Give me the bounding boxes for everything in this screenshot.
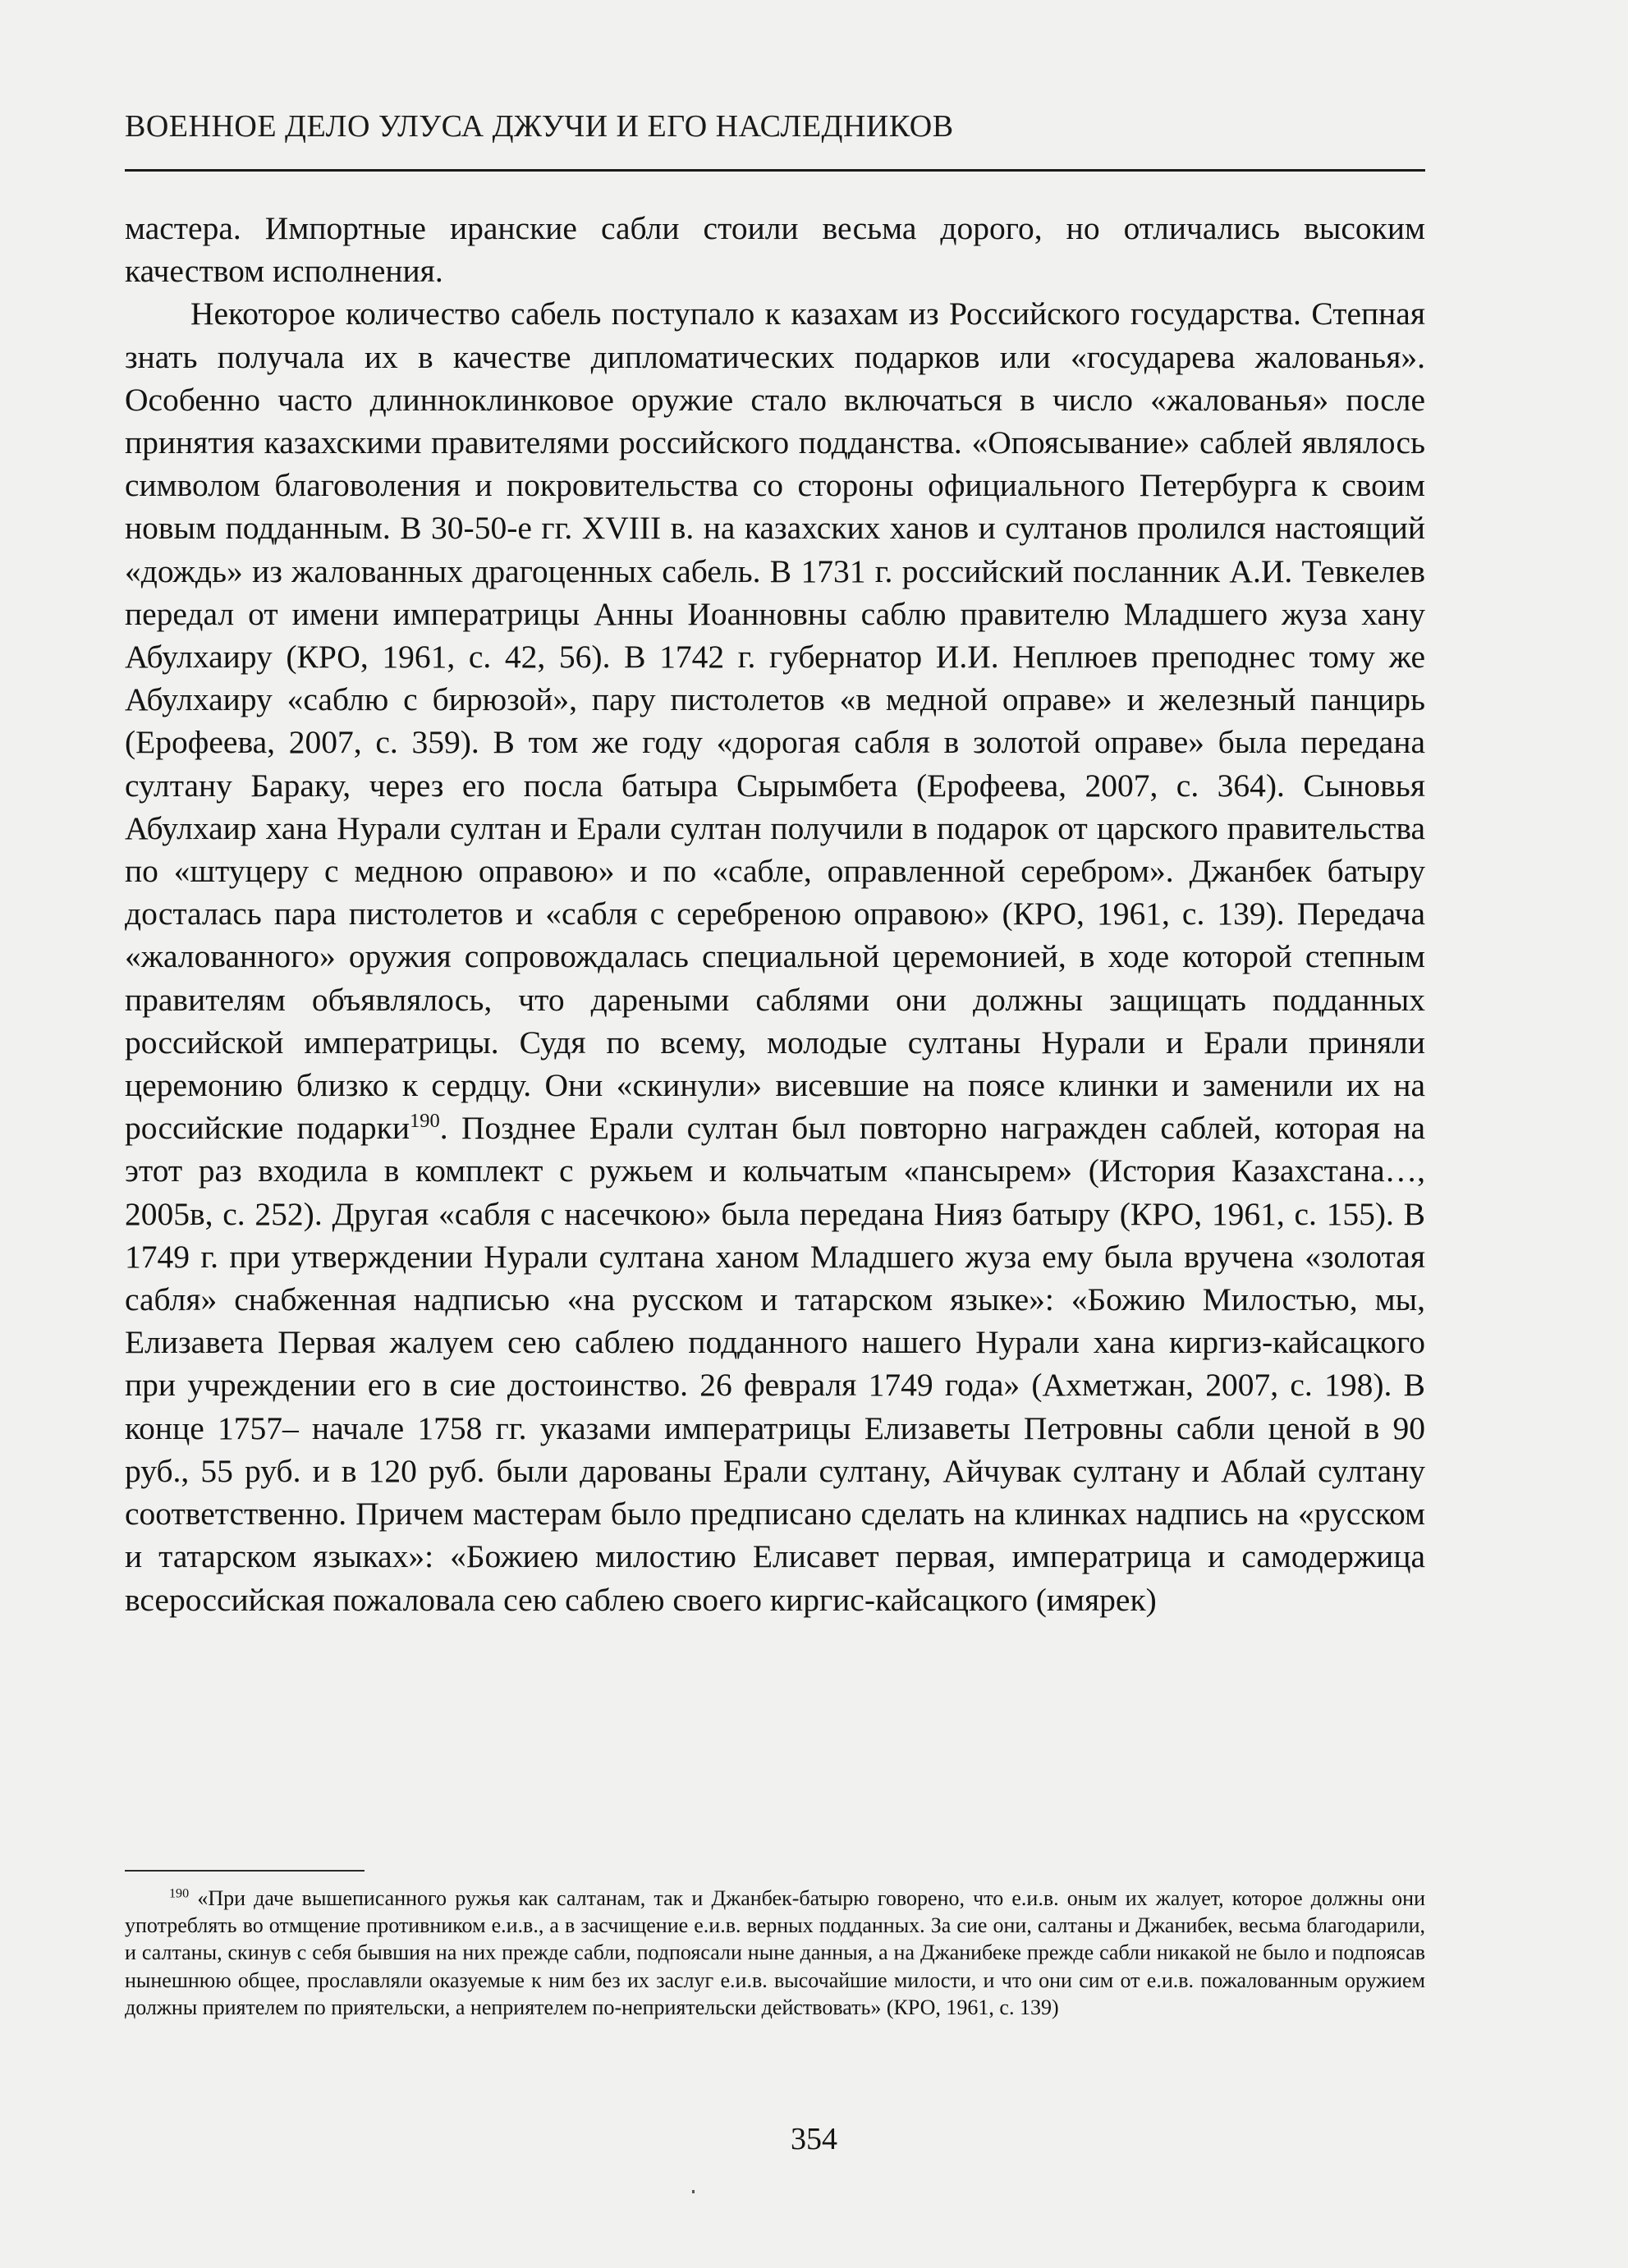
footnote-reference-190[interactable]: 190 bbox=[410, 1110, 440, 1133]
footnote-separator bbox=[125, 1870, 365, 1872]
running-header: ВОЕННОЕ ДЕЛО УЛУСА ДЖУЧИ И ЕГО НАСЛЕДНИКОВ bbox=[125, 109, 954, 144]
footnote-number: 190 bbox=[169, 1886, 190, 1901]
header-rule bbox=[125, 169, 1425, 172]
main-text bbox=[125, 207, 1425, 1621]
paragraph-text-part-1: Некоторое количество сабель поступало к казахам из Российского государства. Степная знать получала их в качестве дипломатических подарков или «государева жалованья». Особенно часто длинноклинковое оружие стало включаться в число «жалованья» после принятия казахскими правителями российского подданства. «Опоясывание» саблей являлось символом благоволения и покровительства со стороны официального Петербурга к своим новым подданным. В 30-50-е гг. XVIII в. на казахских ханов и султанов пролился настоящий «дождь» из жалованных драгоценных сабель. В 1731 г. российский посланник А.И. Тевкелев передал от имени императрицы Анны Иоанновны саблю правителю Младшего жуза хану Абулхаиру (КРО, 1961, с. 42, 56). В 1742 г. губернатор И.И. Неплюев преподнес тому же Абулхаиру «саблю с бирюзой», пару пистолетов «в медной оправе» и железный панцирь (Ерофеева, 2007, с. 359). В том же году «дорогая сабля в золотой оправе» была передана султану Бараку, через его посла батыра Сырымбета (Ерофеева, 2007, с. 364). Сыновья Абулхаир хана Нурали султан и Ерали султан получили в подарок от царского правительства по «штуцеру с медною оправою» и по «сабле, оправленной серебром». Джанбек батыру досталась пара пистолетов и «сабля с серебреною оправою» (КРО, 1961, с. 139). Передача «жалованного» оружия сопровождалась специальной церемонией, в ходе которой степным правителям объявлялось, что дареными саблями они должны защищать подданных российской императрицы. Судя по всему, молодые султаны Нурали и Ерали приняли церемонию близко к сердцу. Они «скинули» висевшие на поясе клинки и заменили их на российские подарки bbox=[125, 296, 1425, 1147]
paragraph-continuation: мастера. Импортные иранские сабли стоили весьма дорого, но отличались высоким качеством исполнения. bbox=[125, 210, 1425, 290]
paragraph-sabres-from-russia bbox=[125, 292, 1425, 1620]
footnote-text: «При даче вышеписанного ружья как салтанам, так и Джанбек-батырю говорено, что е.и.в. оным их жалует, которое должны они употреблять во отмщение противником е.и.в., а в засчищение е.и.в. верных подданных. За сие они, салтаны и Джанибек, весьма благодарили, и салтаны, скинув с себя бывшия на них прежде сабли, подпоясали ныне данныя, а на Джанибеке прежде сабли никакой не было и подпоясав нынешнюю общее, прославляли оказуемые к ним без их заслуг е.и.в. высочайшие милости, и что они сим от е.и.в. пожалованным оружием должны приятелем по приятельски, а неприятелем по-неприятельски действовать» (КРО, 1961, с. 139) bbox=[125, 1886, 1425, 2019]
page-number: 354 bbox=[791, 2122, 837, 2156]
footnote-190 bbox=[125, 1885, 1425, 2021]
paragraph-text-part-2: . Позднее Ерали султан был повторно награжден саблей, которая на этот раз входила в комплект с ружьем и кольчатым «пансырем» (История Казахстана…, 2005в, с. 252). Другая «сабля с насечкою» была передана Нияз батыру (КРО, 1961, с. 155). В 1749 г. при утверждении Нурали султана ханом Младшего жуза ему была вручена «золотая сабля» снабженная надписью «на русском и татарском языке»: «Божию Милостью, мы, Елизавета Первая жалуем сею саблею подданного нашего Нурали хана киргиз-кайсацкого при учреждении его в сие достоинство. 26 февраля 1749 года» (Ахметжан, 2007, с. 198). В конце 1757– начале 1758 гг. указами императрицы Елизаветы Петровны сабли ценой в 90 руб., 55 руб. и в 120 руб. были дарованы Ерали султану, Айчувак султану и Аблай султану соответственно. Причем мастерам было предписано сделать на клинках надпись на «русском и татарском языках»: «Божиею милостию Елисавет первая, императрица и самодержица всероссийская пожаловала сею саблею своего киргис-кайсацкого (имярек) bbox=[125, 1110, 1425, 1618]
scan-speck bbox=[692, 2190, 695, 2193]
